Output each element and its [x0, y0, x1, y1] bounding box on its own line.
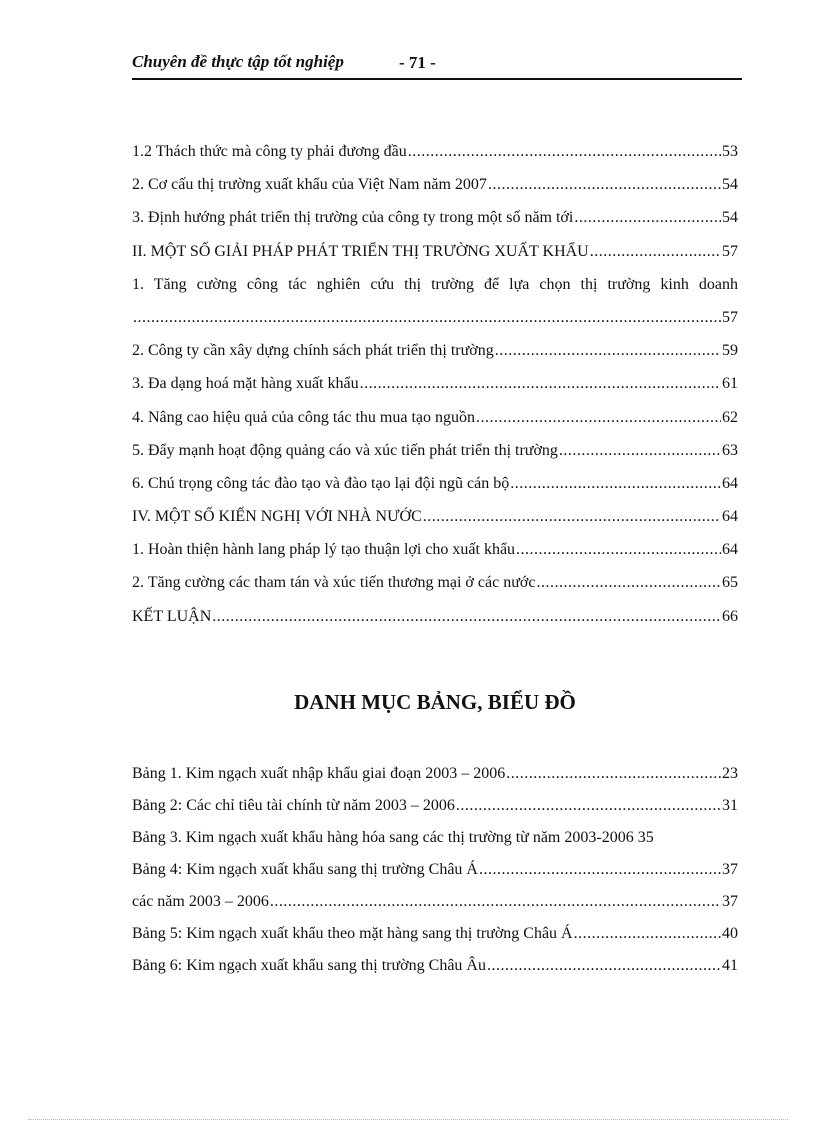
table-entry-page: 31 [722, 797, 738, 814]
toc-entry [132, 541, 738, 574]
toc-entry-page: 57 [722, 242, 738, 260]
toc-entry [132, 475, 738, 508]
toc-entry [132, 574, 738, 607]
toc-entry-page: 54 [722, 209, 738, 227]
list-of-tables-heading: DANH MỤC BẢNG, BIỂU ĐỒ [294, 690, 576, 714]
toc-entry [132, 209, 738, 242]
toc-leader-dots [495, 342, 721, 360]
table-entry-text: Bảng 5: Kim ngạch xuất khẩu theo mặt hàng sang thị trường Châu Á [132, 925, 573, 942]
toc-entry [132, 375, 738, 408]
toc-entry-continuation [132, 309, 738, 342]
toc-leader-dots [479, 861, 721, 879]
toc-entry [132, 409, 738, 442]
table-entry-page: 40 [722, 925, 738, 942]
toc-leader-dots [423, 508, 721, 526]
table-entry-text: Bảng 4: Kim ngạch xuất khẩu sang thị trường Châu Á [132, 861, 478, 878]
toc-entry-text: 2. Công ty cần xây dựng chính sách phát triển thị trường [132, 342, 494, 360]
toc-entry-text: IV. MỘT SỐ KIẾN NGHỊ VỚI NHÀ NƯỚC [132, 508, 422, 526]
toc-entry-text: 2. Tăng cường các tham tán và xúc tiến thương mại ở các nước [132, 574, 536, 592]
toc-entry [132, 508, 738, 541]
table-entry-page: 41 [722, 957, 738, 974]
toc-entry [132, 608, 738, 641]
table-list-entry [132, 797, 738, 829]
toc-entry-page: 64 [722, 474, 738, 492]
toc-leader-dots [506, 765, 721, 783]
table-entry-text: Bảng 2: Các chỉ tiêu tài chính từ năm 2003 – 2006 [132, 797, 455, 814]
table-list-entry [132, 861, 738, 893]
toc-entry [132, 276, 738, 309]
table-entry-text: Bảng 3. Kim ngạch xuất khẩu hàng hóa sang các thị trường từ năm 2003-2006 35 [132, 829, 654, 846]
toc-entry [132, 342, 738, 375]
toc-leader-dots [536, 574, 721, 592]
toc-entry-text: 3. Đa dạng hoá mặt hàng xuất khẩu [132, 375, 359, 393]
toc-leader-dots [360, 375, 721, 393]
toc-entry-page: 54 [722, 176, 738, 194]
toc-leader-dots [559, 442, 721, 460]
toc-entry-text: II. MỘT SỐ GIẢI PHÁP PHÁT TRIỂN THỊ TRƯỜNG XUẤT KHẨU [132, 242, 589, 260]
toc-leader-dots [212, 608, 721, 626]
toc-entry-page: 57 [722, 308, 738, 326]
toc-entry-text: 5. Đẩy mạnh hoạt động quảng cáo và xúc tiến phát triển thị trường [132, 441, 558, 459]
table-of-contents [132, 143, 738, 641]
toc-entry-page: 64 [722, 508, 738, 526]
toc-leader-dots [476, 409, 721, 427]
header-page-number: - 71 - [399, 53, 436, 72]
toc-leader-dots [270, 893, 721, 911]
toc-entry-page: 65 [722, 574, 738, 592]
toc-leader-dots [133, 309, 721, 327]
toc-entry-page: 53 [722, 143, 738, 160]
toc-entry-page: 64 [722, 541, 738, 559]
toc-leader-dots [574, 925, 721, 943]
toc-leader-dots [408, 143, 721, 161]
toc-leader-dots [510, 475, 721, 493]
toc-leader-dots [487, 957, 721, 975]
toc-entry-page: 62 [722, 408, 738, 426]
toc-entry-page: 59 [722, 342, 738, 360]
toc-entry [132, 442, 738, 475]
toc-entry-page: 61 [722, 375, 738, 393]
table-entry-text: Bảng 1. Kim ngạch xuất nhập khẩu giai đoạn 2003 – 2006 [132, 765, 506, 782]
toc-entry-text: 1. Hoàn thiện hành lang pháp lý tạo thuận lợi cho xuất khẩu [132, 541, 516, 559]
toc-entry-text: KẾT LUẬN [132, 607, 212, 625]
toc-entry [132, 176, 738, 209]
toc-entry [132, 143, 738, 176]
toc-entry [132, 243, 738, 276]
list-of-tables [132, 765, 738, 989]
table-list-entry [132, 893, 738, 925]
table-entry-page: 37 [722, 861, 738, 878]
toc-leader-dots [590, 243, 721, 261]
table-list-entry [132, 957, 738, 989]
page-header [132, 52, 742, 80]
table-list-entry [132, 829, 738, 861]
table-entry-page: 23 [722, 765, 738, 782]
toc-entry-text: 1.2 Thách thức mà công ty phải đương đầu [132, 143, 407, 160]
toc-entry-text: 2. Cơ cấu thị trường xuất khẩu của Việt Nam năm 2007 [132, 176, 487, 194]
table-entry-page: 37 [722, 893, 738, 910]
table-list-entry [132, 925, 738, 957]
toc-entry-text: 6. Chú trọng công tác đào tạo và đào tạo lại đội ngũ cán bộ [132, 474, 510, 492]
toc-entry-page: 66 [722, 607, 738, 625]
toc-leader-dots [456, 797, 721, 815]
table-list-entry [132, 765, 738, 797]
table-entry-text: các năm 2003 – 2006 [132, 893, 269, 910]
toc-entry-text: 3. Định hướng phát triển thị trường của công ty trong một số năm tới [132, 209, 574, 227]
toc-entry-text: 4. Nâng cao hiệu quả của công tác thu mua tạo nguồn [132, 408, 475, 426]
toc-leader-dots [488, 176, 721, 194]
table-entry-text: Bảng 6: Kim ngạch xuất khẩu sang thị trường Châu Âu [132, 957, 486, 974]
toc-entry-text: 1. Tăng cường công tác nghiên cứu thị trường để lựa chọn thị trường kinh doanh [132, 275, 738, 293]
toc-entry-page: 63 [722, 441, 738, 459]
toc-leader-dots [574, 209, 721, 227]
toc-leader-dots [516, 541, 721, 559]
page-bottom-rule [28, 1119, 788, 1120]
header-title: Chuyên đề thực tập tốt nghiệp [132, 52, 344, 71]
